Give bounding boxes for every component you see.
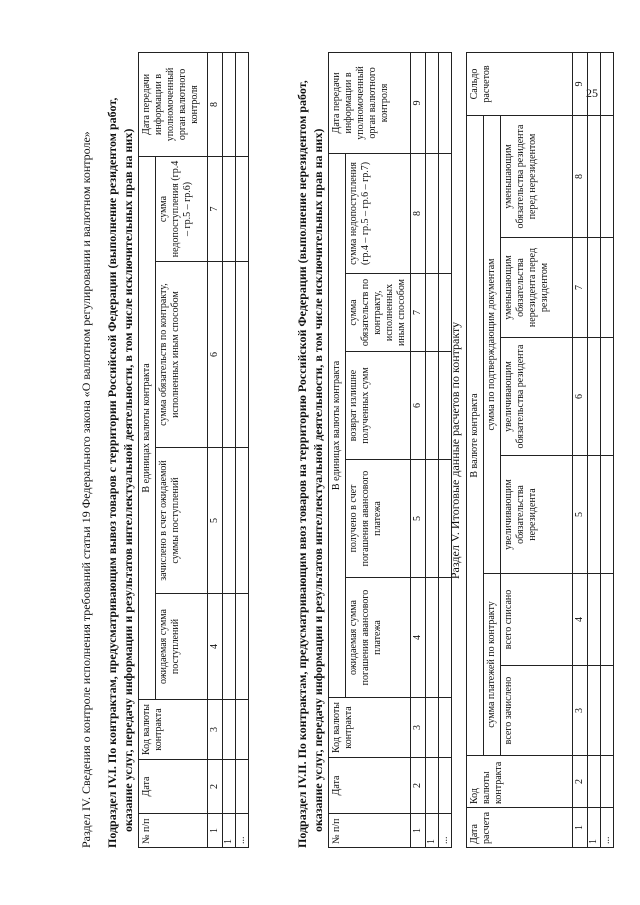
- col-number: 9: [573, 53, 588, 116]
- col-number: 8: [208, 52, 223, 156]
- header-decrease-resident: уменьшающим обязательства резидента перед нерезидентом: [501, 116, 573, 238]
- col-number: 2: [208, 760, 223, 814]
- col-number: 3: [208, 700, 223, 760]
- section-5-title: Раздел V. Итоговые данные расчетов по контракту: [448, 321, 462, 580]
- table-4-2: [328, 53, 452, 848]
- subsection-4-2-title-line2: оказание услуг, передачу информации и результатов интеллектуальной деятельности, в том числе исключительных прав на них): [311, 128, 325, 832]
- header-decrease-nonresident: уменьшающим обязательства нерезидента перед резидентом: [501, 238, 573, 338]
- header-date: Дата: [329, 758, 411, 814]
- header-other-fulfilled: сумма обязательств по контракту, исполненных иным способом: [346, 274, 411, 352]
- header-increase-nonresident: увеличивающим обязательства нерезидента: [501, 456, 573, 574]
- table-row: [223, 52, 236, 847]
- subsection-4-1-title-line2: оказание услуг, передачу информации и результатов интеллектуальной деятельности, в том числе исключительных прав на них): [121, 128, 135, 832]
- table-row: [601, 53, 614, 848]
- col-number: 3: [411, 698, 426, 758]
- col-number: 1: [411, 814, 426, 848]
- section-4-title: Раздел IV. Сведения о контроле исполнения требований статьи 19 Федерального закона «О валютном регулировании и валютном контроле»: [79, 131, 93, 848]
- col-number: 2: [411, 758, 426, 814]
- row-mark: ...: [439, 814, 452, 848]
- col-number: 4: [573, 574, 588, 666]
- header-expected-receipts: ожидаемая сумма поступлений: [156, 594, 208, 700]
- header-group-documents: сумма по подтверждающим документам: [484, 116, 501, 574]
- header-transfer-date: Дата передачи информации в уполномоченный орган валютного контроля: [329, 52, 411, 153]
- subsection-4-1-title-line1: Подраздел IV.I. По контрактам, предусматривающим вывоз товаров с территории Российской Федерации (выполнение резидентом работ,: [105, 97, 119, 848]
- header-no: № п/п: [139, 814, 208, 848]
- col-number: 7: [573, 238, 588, 338]
- subsection-4-2-title-line1: Подраздел IV.II. По контрактам, предусматривающим ввоз товаров на территорию Российской Федерации (выполнение нерезидентом работ,: [295, 80, 309, 848]
- header-currency-code: Код валюты контракта: [467, 756, 573, 808]
- row-mark: ...: [601, 808, 614, 848]
- col-number: 2: [573, 756, 588, 808]
- header-shortfall: сумма недопоступления (гр.4 – гр.5 – гр.6): [156, 156, 208, 261]
- header-credited: зачислено в счет ожидаемой суммы поступлений: [156, 448, 208, 594]
- col-number: 8: [411, 153, 426, 273]
- header-shortfall: сумма недопоступления (гр.4 – гр.5 – гр.6 – гр.7): [346, 153, 411, 273]
- col-number: 5: [208, 448, 223, 594]
- col-number: 6: [573, 338, 588, 456]
- table-row: [588, 53, 601, 848]
- table-row: [426, 52, 439, 847]
- col-number: 5: [573, 456, 588, 574]
- col-number: 1: [573, 808, 588, 848]
- header-settlement-date: Дата расчета: [467, 808, 573, 848]
- col-number: 5: [411, 460, 426, 578]
- row-mark: 1: [223, 814, 236, 848]
- table-4-1: [138, 53, 249, 848]
- header-expected-advance: ожидаемая сумма погашения авансового платежа: [346, 578, 411, 698]
- header-date: Дата: [139, 760, 208, 814]
- col-number: 7: [411, 274, 426, 352]
- row-mark: 1: [426, 814, 439, 848]
- header-received-advance: получено в счет погашения авансового платежа: [346, 460, 411, 578]
- header-total-credited: всего зачислено: [501, 666, 573, 756]
- header-other-fulfilled: сумма обязательств по контракту, исполненных иным способом: [156, 262, 208, 448]
- row-mark: ...: [236, 814, 249, 848]
- rotated-content: [52, 53, 612, 848]
- header-group-currency-units: В единицах валюты контракта: [139, 156, 156, 699]
- header-group-payments: сумма платежей по контракту: [484, 574, 501, 756]
- header-increase-resident: увеличивающим обязательства резидента: [501, 338, 573, 456]
- col-number: 4: [411, 578, 426, 698]
- col-number: 4: [208, 594, 223, 700]
- row-mark: 1: [588, 808, 601, 848]
- header-currency-code: Код валюты контракта: [139, 700, 208, 760]
- col-number: 7: [208, 156, 223, 261]
- header-group-contract-currency: В валюте контракта: [467, 116, 484, 756]
- table-row: [236, 52, 249, 847]
- page-number: 25: [586, 86, 598, 100]
- header-currency-code: Код валюты контракта: [329, 698, 411, 758]
- header-group-currency-units: В единицах валюты контракта: [329, 153, 346, 697]
- col-number: 6: [411, 352, 426, 460]
- header-refund: возврат излишне полученных сумм: [346, 352, 411, 460]
- col-number: 1: [208, 814, 223, 848]
- header-balance: Сальдо расчетов: [467, 53, 573, 116]
- col-number: 9: [411, 52, 426, 153]
- table-5: [466, 53, 614, 848]
- col-number: 3: [573, 666, 588, 756]
- col-number: 6: [208, 262, 223, 448]
- header-total-debited: всего списано: [501, 574, 573, 666]
- col-number: 8: [573, 116, 588, 238]
- header-no: № п/п: [329, 814, 411, 848]
- header-transfer-date: Дата передачи информации в уполномоченный орган валютного контроля: [139, 52, 208, 156]
